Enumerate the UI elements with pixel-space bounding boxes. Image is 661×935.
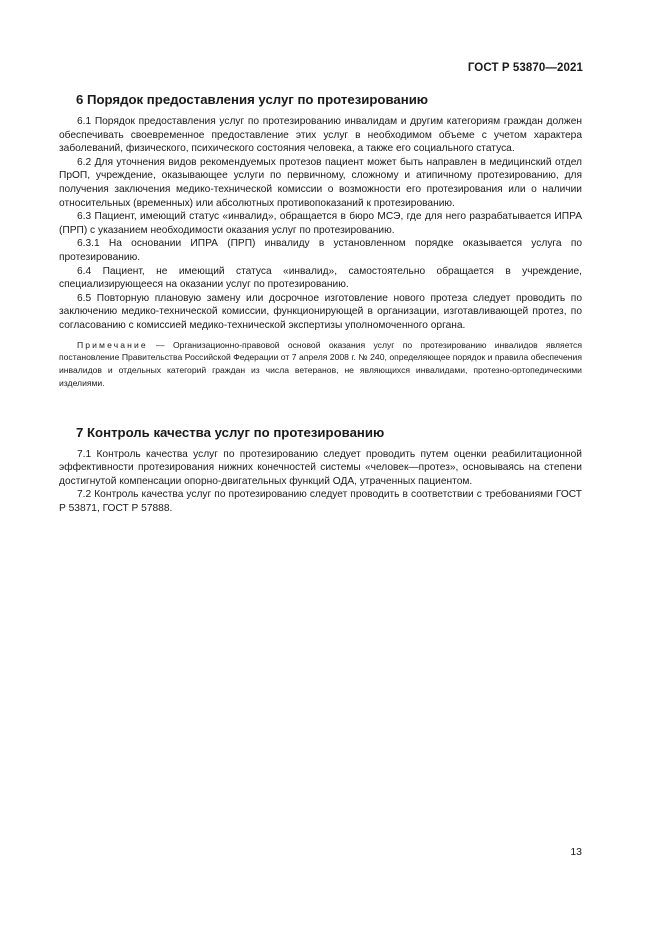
paragraph-6-5: 6.5 Повторную плановую замену или досрочное изготовление нового протеза следует проводить по заключению медико-технической комиссии, функционирующей в организации, изготавливающей протез, по согласованию с комиссией медико-технической экспертизы уполномоченного органа. — [59, 292, 582, 331]
page-number: 13 — [570, 846, 582, 858]
paragraph-6-3: 6.3 Пациент, имеющий статус «инвалид», обращается в бюро МСЭ, где для него разрабатывается ИПРА (ПРП) с указанием необходимости оказания услуг по протезированию. — [59, 211, 582, 236]
paragraph-6-4: 6.4 Пациент, не имеющий статуса «инвалид», самостоятельно обращается в учреждение, специализирующееся на оказании услуг по протезированию. — [59, 265, 582, 291]
note-text: — Организационно-правовой основой оказания услуг по протезированию инвалидов является постановление Правительства Российской Федерации от 7 апреля 2008 г. № 240, определяющее порядок и правила обеспечения инвалидов и отдельных категорий граждан из числа ветеранов, не являющихся инвалидами, протезно-ортопедическими изделиями. — [59, 339, 582, 388]
page-content — [59, 91, 582, 516]
paragraph-6-3-1: 6.3.1 На основании ИПРА (ПРП) инвалиду в установленном порядке оказывается услуга по протезированию. — [59, 238, 582, 263]
section-6-title: 6 Порядок предоставления услуг по протезированию — [76, 92, 429, 107]
section-7-body — [59, 448, 582, 516]
paragraph-6-2: 6.2 Для уточнения видов рекомендуемых протезов пациент может быть направлен в медицинский отдел ПрОП, учреждение, оказывающее услуги по первичному, сложному и атипичному протезированию, для получения заключения медико-технической комиссии о возможности его протезирования или о наличии относительных (временных) или абсолютных противопоказаний к протезированию. — [59, 156, 582, 209]
note — [59, 339, 582, 390]
paragraph-7-2: 7.2 Контроль качества услуг по протезированию следует проводить в соответствии с требованиями ГОСТ Р 53871, ГОСТ Р 57888. — [59, 489, 582, 515]
section-7-title: 7 Контроль качества услуг по протезированию — [76, 424, 385, 440]
section-6-body — [59, 115, 582, 390]
note-label: Примечание — [77, 339, 148, 350]
document-code-header: ГОСТ Р 53870—2021 — [467, 62, 583, 74]
paragraph-7-1: 7.1 Контроль качества услуг по протезированию следует проводить путем оценки реабилитационной эффективности протезирования нижних конечностей системы «человек—протез», основываясь на степени достигнутой компенсации опорно-двигательных функций ОДА, утраченных пациентом. — [59, 448, 582, 487]
paragraph-6-1: 6.1 Порядок предоставления услуг по протезированию инвалидам и другим категориям граждан должен обеспечивать своевременное предоставление этих услуг в необходимом объеме с учетом характера заболеваний, физического, психического состояния человека, а также его социального статуса. — [59, 116, 582, 155]
